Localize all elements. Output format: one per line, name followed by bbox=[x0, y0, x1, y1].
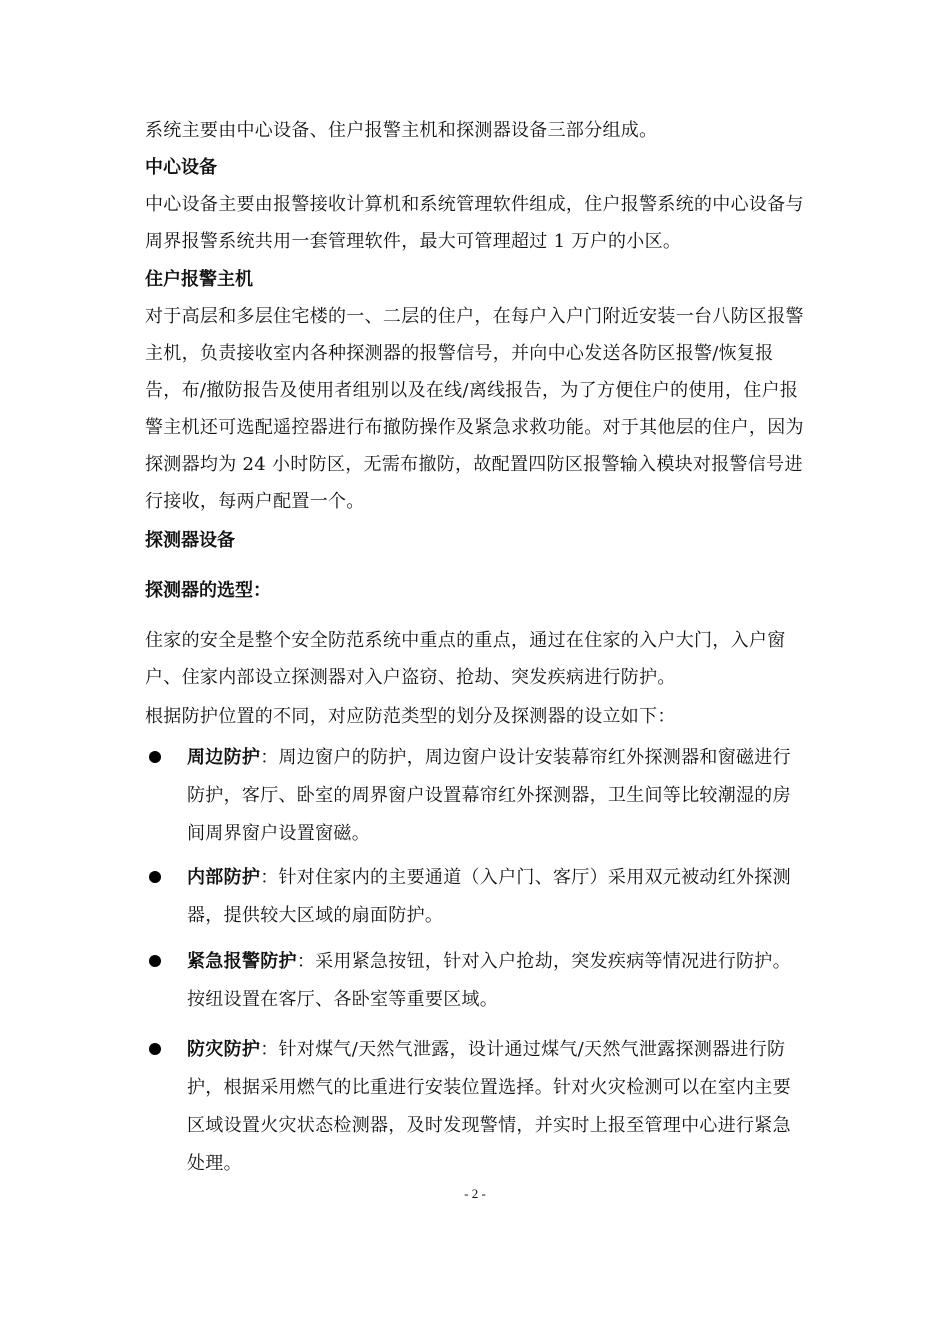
bullet-dot-icon bbox=[149, 1043, 161, 1055]
host-heading: 住户报警主机 bbox=[145, 269, 253, 290]
bullet-dot-icon bbox=[149, 955, 161, 967]
center-equipment-heading: 中心设备 bbox=[145, 157, 217, 178]
bullet-disaster-text bbox=[187, 1031, 809, 1183]
bullet-term: 紧急报警防护 bbox=[187, 951, 297, 972]
bullet-description: ：采用紧急按钮，针对入户抢劫，突发疾病等情况进行防护。按纽设置在客厅、各卧室等重要区域。 bbox=[187, 951, 791, 1010]
bullet-description: ：周边窗户的防护，周边窗户设计安装幕帘红外探测器和窗磁进行防护，客厅、卧室的周界窗户设置幕帘红外探测器，卫生间等比较潮湿的房间周界窗户设置窗磁。 bbox=[187, 747, 791, 844]
detector-heading: 探测器设备 bbox=[145, 530, 235, 551]
safety-paragraph: 住家的安全是整个安全防范系统中重点的重点，通过在住家的入户大门，入户窗户、住家内部设立探测器对入户盗窃、抢劫、突发疾病进行防护。 bbox=[145, 630, 786, 688]
bullet-interior-text bbox=[187, 859, 809, 935]
bullet-description: ：针对煤气/天然气泄露，设计通过煤气/天然气泄露探测器进行防护，根据采用燃气的比重进行安装位置选择。针对火灾检测可以在室内主要区域设置火灾状态检测器，及时发现警情，并实时上报至管理中心进行紧急处理。 bbox=[187, 1039, 791, 1174]
bullet-dot-icon bbox=[149, 871, 161, 883]
setup-paragraph: 根据防护位置的不同，对应防范类型的划分及探测器的设立如下： bbox=[145, 706, 676, 727]
bullet-emergency-text bbox=[187, 943, 809, 1019]
bullet-description: ：针对住家内的主要通道（入户门、客厅）采用双元被动红外探测器，提供较大区域的扇面防护。 bbox=[187, 867, 791, 926]
bullet-term: 周边防护 bbox=[187, 747, 261, 768]
bullet-perimeter-text bbox=[187, 739, 809, 853]
selection-heading: 探测器的选型： bbox=[145, 580, 271, 601]
host-paragraph: 对于高层和多层住宅楼的一、二层的住户，在每户入户门附近安装一台八防区报警主机，负责接收室内各种探测器的报警信号，并向中心发送各防区报警/恢复报告，布/撤防报告及使用者组别以及在线/离线报告，为了方便住户的使用，住户报警主机还可选配遥控器进行布撤防操作及紧急求救功能。对于其他层的住户，因为探测器均为 24 小时防区，无需布撤防，故配置四防区报警输入模块对报警信号进行接收，每两户配置一个。 bbox=[145, 306, 804, 512]
bullet-term: 防灾防护 bbox=[187, 1039, 261, 1060]
page-number: - 2 - bbox=[464, 1186, 486, 1201]
center-equipment-paragraph: 中心设备主要由报警接收计算机和系统管理软件组成，住户报警系统的中心设备与周界报警系统共用一套管理软件，最大可管理超过 1 万户的小区。 bbox=[145, 194, 804, 252]
intro-paragraph: 系统主要由中心设备、住户报警主机和探测器设备三部分组成。 bbox=[145, 120, 658, 141]
bullet-dot-icon bbox=[149, 751, 161, 763]
bullet-term: 内部防护 bbox=[187, 867, 261, 888]
